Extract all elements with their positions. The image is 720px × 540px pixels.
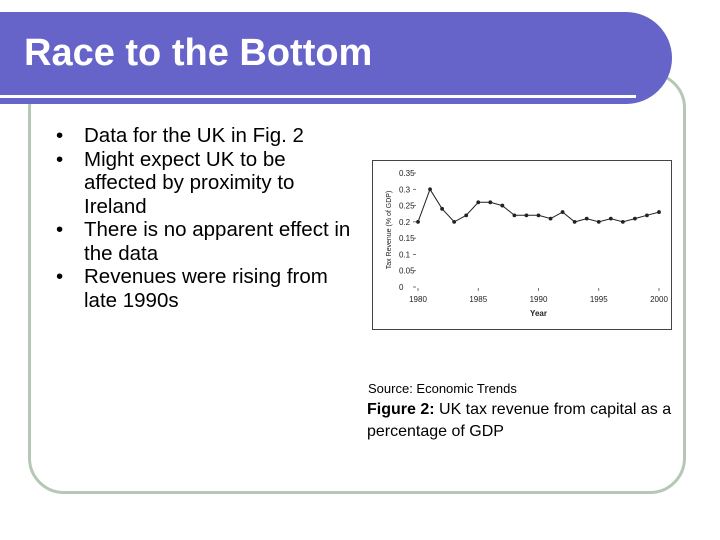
x-tick-label: 2000 — [650, 295, 668, 304]
bullet-dot: • — [56, 218, 64, 241]
y-tick-label: 0.25 — [399, 201, 415, 211]
y-axis-label: Tax Revenue (% of GDP) — [386, 190, 393, 270]
figure-caption — [367, 399, 687, 443]
data-point — [657, 210, 661, 214]
data-point — [428, 187, 432, 191]
bullet-item — [56, 148, 356, 219]
data-point — [488, 200, 492, 204]
data-point — [633, 217, 637, 221]
bullet-text: Data for the UK in Fig. 2 — [84, 124, 304, 147]
data-point — [609, 217, 613, 221]
y-tick-label: 0.2 — [399, 217, 411, 227]
data-point — [645, 213, 649, 217]
bullet-dot: • — [56, 265, 64, 288]
bullet-item — [56, 218, 356, 265]
data-point — [500, 204, 504, 208]
data-point — [549, 217, 553, 221]
x-axis-label: Year — [530, 309, 547, 318]
data-point — [561, 210, 565, 214]
caption-text: UK tax revenue from capital as a percentage of GDP — [367, 401, 672, 440]
bullet-dot: • — [56, 147, 64, 171]
caption-label: Figure 2: — [367, 401, 435, 418]
y-tick-label: 0.05 — [399, 266, 415, 276]
data-point — [452, 220, 456, 224]
data-point — [573, 220, 577, 224]
source-note: Source: Economic Trends — [368, 381, 517, 396]
data-point — [440, 207, 444, 211]
chart-figure — [372, 160, 672, 330]
data-point — [525, 213, 529, 217]
bullet-item — [56, 124, 356, 148]
line-chart — [373, 161, 671, 329]
bullet-text: Might expect UK to be affected by proximity to Ireland — [84, 147, 295, 218]
y-tick-label: 0.35 — [399, 169, 415, 178]
data-point — [537, 213, 541, 217]
bullet-dot: • — [56, 124, 64, 147]
data-point — [585, 217, 589, 221]
x-tick-label: 1980 — [409, 295, 427, 304]
data-point — [416, 220, 420, 224]
x-tick-label: 1995 — [589, 295, 608, 304]
data-point — [513, 213, 517, 217]
data-point — [476, 200, 480, 204]
y-tick-label: 0.3 — [399, 185, 411, 195]
bullet-item — [56, 265, 356, 312]
slide-title: Race to the Bottom — [24, 32, 373, 74]
bullet-text: There is no apparent effect in the data — [84, 218, 351, 265]
x-tick-label: 1985 — [469, 295, 488, 304]
data-point — [621, 220, 625, 224]
data-point — [597, 220, 601, 224]
y-tick-label: 0.1 — [399, 250, 411, 260]
title-underline — [0, 95, 636, 98]
y-tick-label: 0 — [399, 283, 404, 292]
y-tick-label: 0.15 — [399, 234, 415, 244]
bullet-text: Revenues were rising from late 1990s — [84, 265, 328, 312]
bullet-list — [56, 124, 356, 312]
data-point — [464, 213, 468, 217]
x-tick-label: 1990 — [529, 295, 548, 304]
